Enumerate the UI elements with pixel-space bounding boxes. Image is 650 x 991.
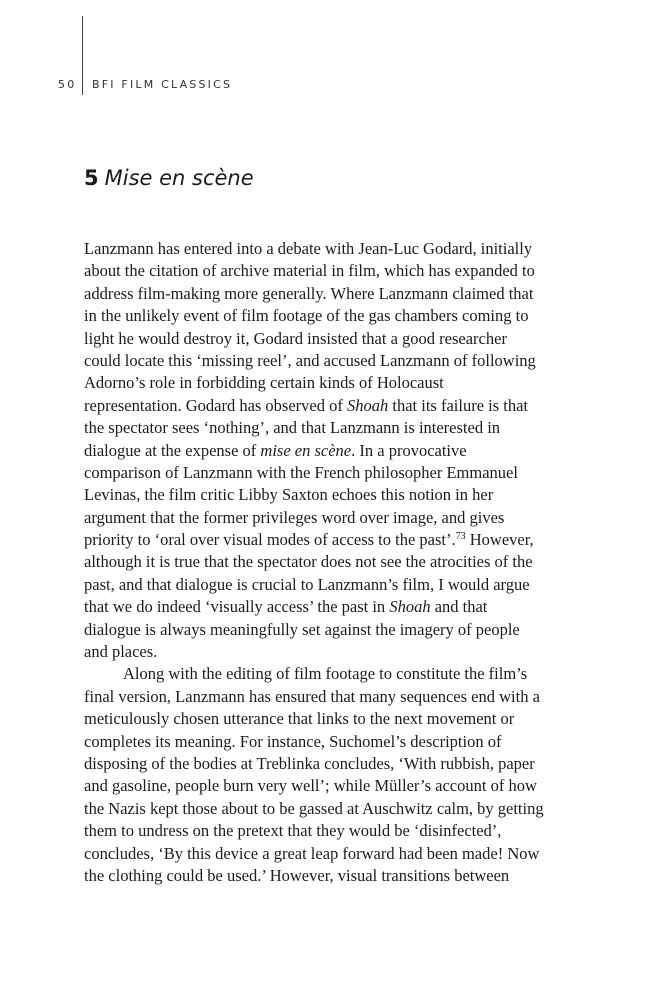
text-line: concludes, ‘By this device a great leap forward had been made! Now [84, 843, 540, 863]
text-line: address film-making more generally. Where Lanzmann claimed that [84, 283, 534, 303]
footnote-ref[interactable]: 73 [455, 531, 466, 543]
text-line: them to undress on the pretext that they would be ‘disinfected’, [84, 821, 502, 841]
text-line: dialogue at the expense of mise en scène. In a provocative [84, 440, 467, 460]
film-title-italic: Shoah [347, 395, 389, 415]
text-line: dialogue is always meaningfully set against the imagery of people [84, 619, 520, 639]
chapter-heading [84, 166, 254, 190]
text-line: Along with the editing of film footage to constitute the film’s [123, 664, 528, 684]
text-line: completes its meaning. For instance, Suchomel’s description of [84, 731, 502, 751]
text-line: about the citation of archive material in film, which has expanded to [84, 261, 535, 281]
term-italic: mise en scène [260, 440, 352, 460]
text-line: the Nazis kept those about to be gassed at Auschwitz calm, by getting [84, 798, 544, 818]
text-line: could locate this ‘missing reel’, and accused Lanzmann of following [84, 350, 536, 370]
text-line: meticulously chosen utterance that links to the next movement or [84, 709, 515, 729]
text-line: comparison of Lanzmann with the French philosopher Emmanuel [84, 462, 518, 482]
header-rule [82, 16, 83, 95]
text-line: Levinas, the film critic Libby Saxton echoes this notion in her [84, 485, 494, 505]
text-line: Adorno’s role in forbidding certain kinds of Holocaust [84, 373, 444, 393]
text-line: representation. Godard has observed of Shoah that its failure is that [84, 395, 529, 415]
page-number: 50 [58, 78, 77, 91]
text-line: although it is true that the spectator does not see the atrocities of the [84, 552, 533, 572]
text-line: and gasoline, people burn very well’; while Müller’s account of how [84, 776, 537, 796]
text-line: in the unlikely event of film footage of the gas chambers coming to [84, 306, 529, 326]
text-line: the clothing could be used.’ However, visual transitions between [84, 865, 510, 885]
body-text [84, 238, 570, 887]
text-line: disposing of the bodies at Treblinka concludes, ‘With rubbish, paper [84, 753, 535, 773]
text-line: priority to ‘oral over visual modes of access to the past’.$^{73}$ However, [84, 530, 534, 550]
text-line: light he would destroy it, Godard insisted that a good researcher [84, 328, 507, 348]
chapter-title: Mise en scène [104, 166, 254, 190]
text-line: final version, Lanzmann has ensured that many sequences end with a [84, 686, 540, 706]
text-line: argument that the former privileges word over image, and gives [84, 507, 505, 527]
chapter-number: 5 [84, 166, 99, 190]
text-line: Lanzmann has entered into a debate with Jean-Luc Godard, initially [84, 239, 533, 258]
text-line: that we do indeed ‘visually access’ the past in Shoah and that [84, 597, 488, 617]
series-title: BFI FILM CLASSICS [92, 78, 233, 91]
text-line: past, and that dialogue is crucial to Lanzmann’s film, I would argue [84, 574, 530, 594]
text-line: and places. [84, 642, 158, 662]
text-line: the spectator sees ‘nothing’, and that Lanzmann is interested in [84, 418, 501, 438]
film-title-italic: Shoah [389, 597, 431, 617]
